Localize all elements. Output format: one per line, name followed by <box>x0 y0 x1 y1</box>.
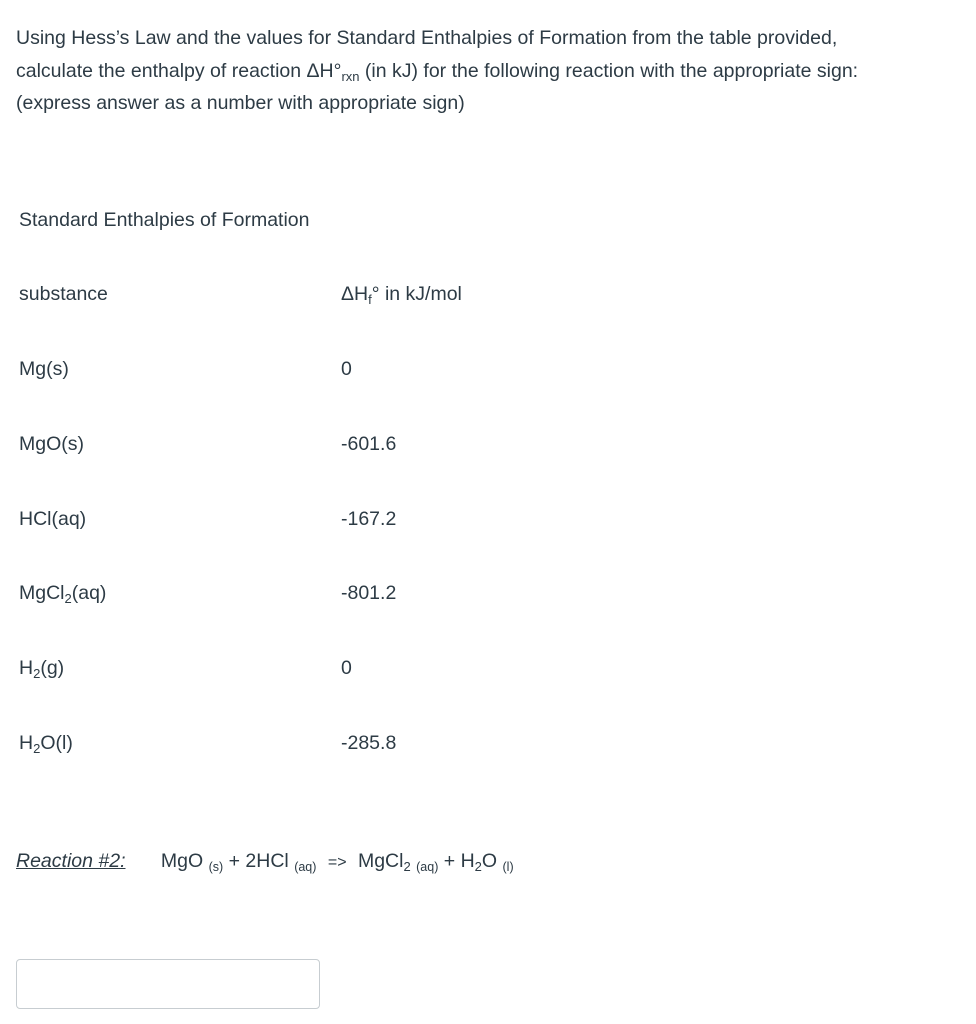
enthalpy-value: -167.2 <box>341 508 397 530</box>
product-2-formula-start: + H <box>443 850 475 872</box>
substance-formula: MgO(s) <box>19 433 84 455</box>
substance-cell <box>19 504 86 534</box>
header-enthalpy-symbol: ΔH <box>341 283 369 305</box>
product-2-formula-end: O <box>481 850 498 872</box>
substance-suffix: (g) <box>40 657 65 679</box>
substance-cell <box>19 429 84 459</box>
substance-subscript: 2 <box>64 591 72 606</box>
header-enthalpy-subscript: f <box>368 292 372 307</box>
table-row <box>19 354 719 384</box>
table-row <box>19 653 719 683</box>
rxn-subscript: rxn <box>341 68 360 84</box>
header-enthalpy <box>341 279 462 309</box>
question-text <box>16 22 966 120</box>
substance-formula: Mg(s) <box>19 358 69 380</box>
table-row <box>19 578 719 608</box>
substance-subscript: 2 <box>33 666 41 681</box>
enthalpy-value: -801.2 <box>341 582 397 604</box>
substance-cell <box>19 728 73 758</box>
header-substance: substance <box>19 283 108 305</box>
enthalpy-value: 0 <box>341 358 352 380</box>
enthalpy-value: 0 <box>341 657 352 679</box>
question-line-3: (express answer as a number with appropriate sign) <box>16 92 465 114</box>
table-row <box>19 429 719 459</box>
reactant-1: MgO <box>160 850 204 872</box>
reactant-1-state: (s) <box>208 860 224 874</box>
question-line-2-end: (in kJ) for the following reaction with the appropriate sign: <box>359 59 859 82</box>
product-2-subscript: 2 <box>474 859 482 874</box>
substance-suffix: O(l) <box>40 732 73 754</box>
substance-cell <box>19 354 69 384</box>
reaction-equation <box>161 850 514 872</box>
table-row <box>19 504 719 534</box>
product-2-state: (l) <box>502 860 514 874</box>
table-row <box>19 728 719 758</box>
substance-subscript: 2 <box>33 741 41 756</box>
reaction-label: Reaction #2: <box>16 850 126 872</box>
table-title: Standard Enthalpies of Formation <box>19 209 310 231</box>
substance-formula: H <box>19 657 34 679</box>
product-2 <box>444 850 497 872</box>
question-line-2-start: calculate the enthalpy of reaction ΔH° <box>16 59 342 82</box>
product-1-formula: MgCl <box>357 850 404 872</box>
product-1-subscript: 2 <box>403 859 411 874</box>
substance-formula: HCl(aq) <box>19 508 87 530</box>
enthalpy-value: -601.6 <box>341 433 397 455</box>
enthalpy-value: -285.8 <box>341 732 397 754</box>
product-1-state: (aq) <box>416 860 439 874</box>
answer-input[interactable] <box>16 959 320 1009</box>
table-header-row <box>19 279 719 309</box>
header-enthalpy-unit: ° in kJ/mol <box>371 283 462 305</box>
reaction-line <box>16 846 514 878</box>
reactant-2-state: (aq) <box>294 860 317 874</box>
product-1 <box>358 850 411 872</box>
substance-formula: MgCl <box>19 582 65 604</box>
question-line-2 <box>16 55 966 88</box>
reaction-arrow: => <box>327 854 347 871</box>
substance-cell <box>19 653 64 683</box>
substance-cell <box>19 578 106 608</box>
substance-formula: H <box>19 732 34 754</box>
substance-suffix: (aq) <box>71 582 107 604</box>
reactant-2: + 2HCl <box>228 850 289 872</box>
question-line-1: Using Hess’s Law and the values for Standard Enthalpies of Formation from the table provided, <box>16 27 838 49</box>
